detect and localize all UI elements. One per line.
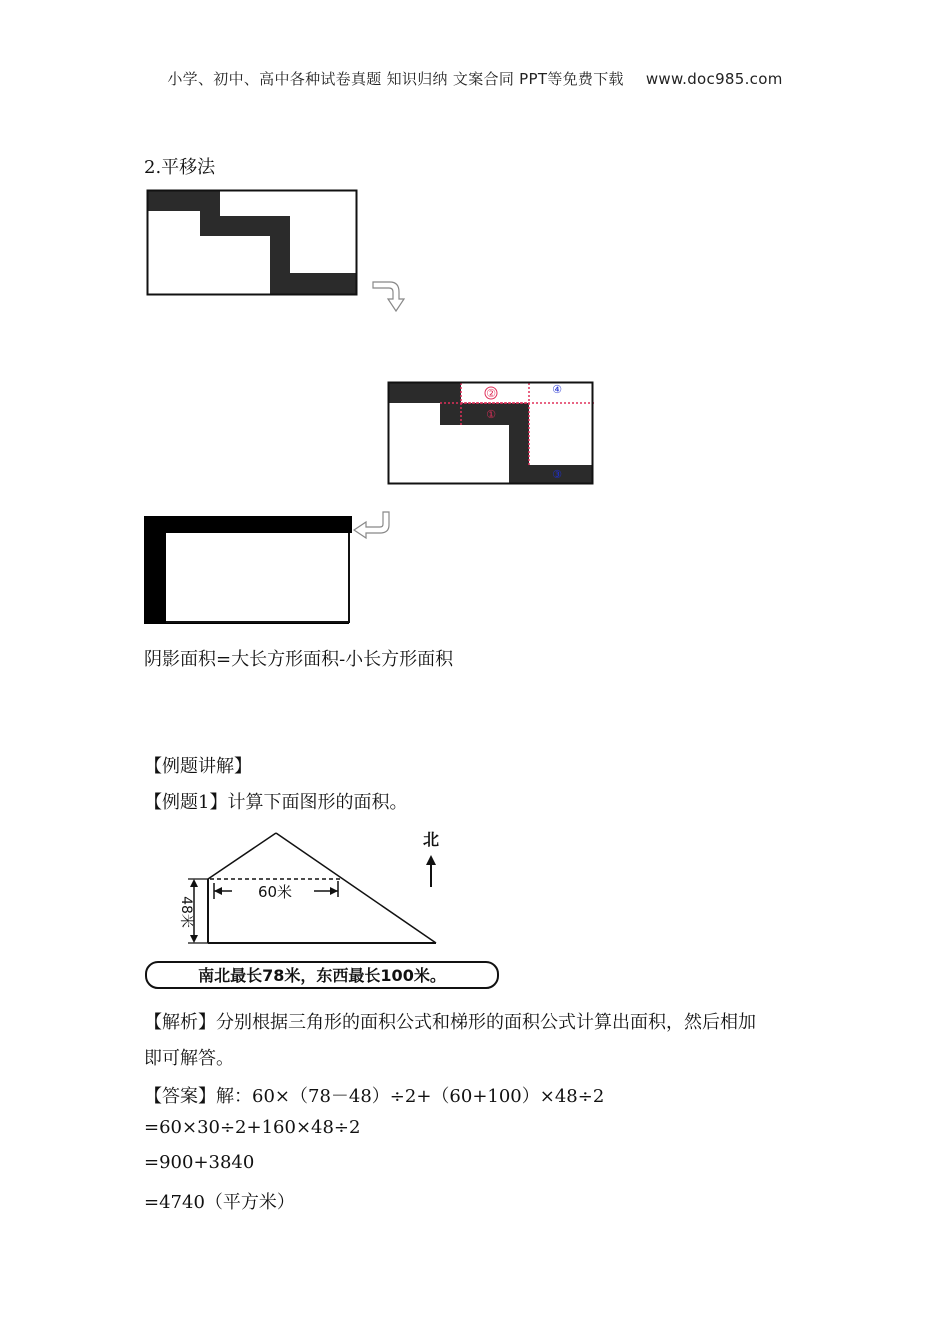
curved-arrow-down-icon (370, 277, 406, 317)
staircase-diagram (146, 189, 361, 299)
header-site: www.doc985.com (645, 70, 783, 88)
north-label: 北 (422, 830, 440, 849)
formula-text: 阴影面积=大长方形面积-小长方形面积 (144, 649, 454, 670)
section-title: 2.平移法 (144, 157, 216, 178)
piece-4-label: ④ (552, 383, 562, 396)
answer-line-4: =4740（平方米） (144, 1192, 295, 1213)
piece-3-label: ③ (552, 468, 562, 481)
example1-prompt: 【例题1】计算下面图形的面积。 (144, 792, 408, 813)
translation-diagram (387, 381, 599, 487)
answer-line-1: 【答案】解：60×（78－48）÷2+（60+100）×48÷2 (144, 1086, 605, 1107)
figure-caption: 南北最长78米，东西最长100米。 (198, 966, 446, 985)
width-label: 60米 (257, 883, 293, 901)
height-label: 48米 (178, 896, 194, 928)
example-heading: 【例题讲解】 (144, 756, 252, 777)
example1-figure (144, 825, 504, 993)
answer-line-3: =900+3840 (144, 1152, 255, 1173)
piece-1-label: ① (486, 408, 496, 421)
answer-line-2: =60×30÷2+160×48÷2 (144, 1117, 361, 1138)
curved-arrow-left-icon (351, 509, 393, 541)
result-diagram (144, 516, 354, 626)
header-text: 小学、初中、高中各种试卷真题 知识归纳 文案合同 PPT等免费下载 (167, 70, 624, 88)
page-header (0, 68, 950, 89)
piece-2-label: ② (486, 387, 496, 400)
analysis-line2: 即可解答。 (144, 1048, 234, 1069)
analysis-line1: 【解析】分别根据三角形的面积公式和梯形的面积公式计算出面积，然后相加 (144, 1012, 756, 1033)
north-arrow-icon (426, 855, 436, 865)
